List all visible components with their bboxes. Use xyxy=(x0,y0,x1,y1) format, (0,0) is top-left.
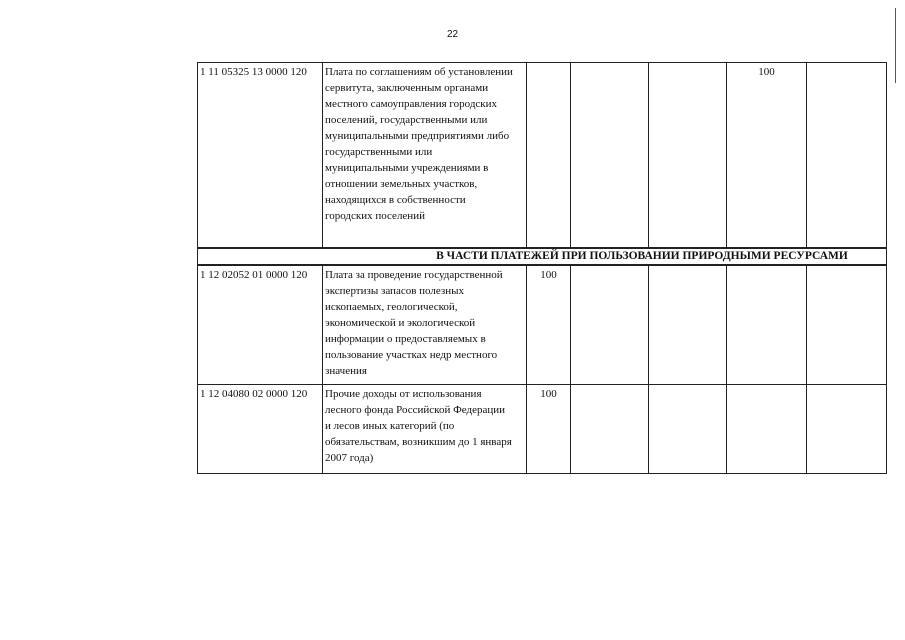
description-line: муниципальными учреждениями в xyxy=(325,162,489,174)
percent-cell: 100 xyxy=(727,63,807,248)
description-line: лесного фонда Российской Федерации xyxy=(325,404,506,416)
percent-cell xyxy=(649,385,727,474)
description-cell xyxy=(323,63,527,248)
section-title-cell xyxy=(198,248,887,265)
percent-cell: 100 xyxy=(527,265,571,385)
percent-cell xyxy=(571,265,649,385)
percent-cell xyxy=(649,63,727,248)
percent-cell xyxy=(727,265,807,385)
description-cell xyxy=(323,265,527,385)
description-line: ископаемых, геологической, xyxy=(325,300,458,313)
description-line: пользование участках недр местного xyxy=(325,348,498,361)
description-cell xyxy=(323,385,527,474)
section-title: В ЧАСТИ ПЛАТЕЖЕЙ ПРИ ПОЛЬЗОВАНИИ ПРИРОДНЫМИ РЕСУРСАМИ xyxy=(436,249,848,262)
table-row xyxy=(198,63,887,248)
percent-cell xyxy=(571,63,649,248)
page-number: 22 xyxy=(446,29,459,40)
page-edge-line xyxy=(895,8,896,83)
percent-cell: 100 xyxy=(527,385,571,474)
description-line: муниципальными предприятиями либо xyxy=(325,130,510,142)
description-line: экономической и экологической xyxy=(325,316,476,329)
table-row xyxy=(198,385,887,474)
percent-cell xyxy=(807,385,887,474)
description-line: государственными или xyxy=(325,146,433,158)
percent-cell xyxy=(527,63,571,248)
description-line: местного самоуправления городских xyxy=(325,98,498,110)
description-line: и лесов иных категорий (по xyxy=(325,420,455,432)
percent-cell xyxy=(807,63,887,248)
description-line: отношении земельных участков, xyxy=(325,178,478,190)
description-line: обязательствам, возникшим до 1 января xyxy=(325,436,512,448)
budget-code-cell: 1 12 02052 01 0000 120 xyxy=(198,265,323,385)
table-row xyxy=(198,265,887,385)
description-line: находящихся в собственности xyxy=(325,194,466,206)
section-header-row xyxy=(198,248,887,265)
description-line: городских поселений xyxy=(325,210,425,222)
budget-code-cell: 1 11 05325 13 0000 120 xyxy=(198,63,323,248)
description-line: Плата за проведение государственной xyxy=(325,268,503,281)
percent-cell xyxy=(649,265,727,385)
description-line: информации о предоставляемых в xyxy=(325,332,486,345)
description-line: сервитута, заключенным органами xyxy=(325,82,489,94)
description-line: Плата по соглашениям об установлении xyxy=(325,66,513,78)
description-line: 2007 года) xyxy=(325,452,374,464)
description-line: Прочие доходы от использования xyxy=(325,388,482,400)
budget-code-cell: 1 12 04080 02 0000 120 xyxy=(198,385,323,474)
percent-cell xyxy=(571,385,649,474)
description-line: экспертизы запасов полезных xyxy=(325,284,465,297)
description-line: значения xyxy=(325,364,367,377)
description-line: поселений, государственными или xyxy=(325,114,488,126)
percent-cell xyxy=(807,265,887,385)
revenue-distribution-table xyxy=(197,62,887,474)
percent-cell xyxy=(727,385,807,474)
